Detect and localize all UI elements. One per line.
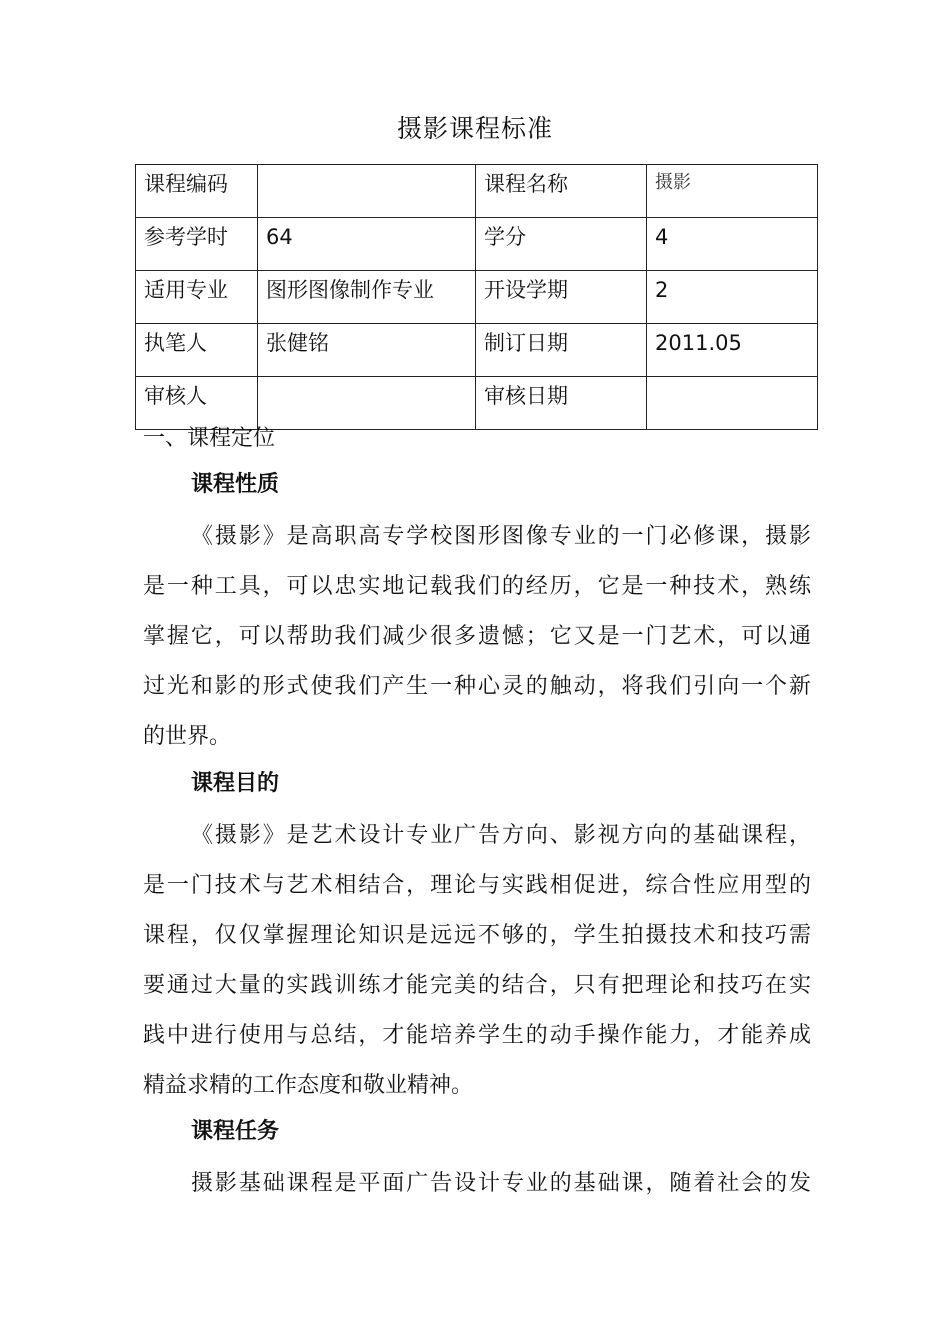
paragraph-line: 《摄影》是高职高专学校图形图像专业的一门必修课，摄影 [191, 524, 811, 549]
paragraph-nature [143, 520, 811, 770]
table-cell-value: 张健铭 [258, 324, 476, 377]
document-title: 摄影课程标准 [396, 114, 553, 143]
paragraph-line: 过光和影的形式使我们产生一种心灵的触动，将我们引向一个新 [143, 674, 811, 699]
table-cell-label: 审核人 [136, 377, 258, 430]
table-row [136, 271, 818, 324]
table-cell-label: 学分 [476, 218, 647, 271]
paragraph-task [143, 1167, 811, 1217]
table-cell-value: 2 [647, 271, 818, 324]
course-info-table [135, 164, 818, 430]
paragraph-line: 践中进行使用与总结，才能培养学生的动手操作能力，才能养成 [143, 1023, 811, 1048]
paragraph-goal [143, 819, 811, 1119]
table-cell-value: 2011.05 [647, 324, 818, 377]
paragraph-line: 是一种工具，可以忠实地记载我们的经历，它是一种技术，熟练 [143, 574, 811, 599]
paragraph-line: 《摄影》是艺术设计专业广告方向、影视方向的基础课程， [191, 823, 811, 848]
subheading-nature: 课程性质 [191, 472, 280, 497]
paragraph-line: 精益求精的工作态度和敬业精神。 [143, 1073, 474, 1098]
paragraph-line: 是一门技术与艺术相结合，理论与实践相促进，综合性应用型的 [143, 873, 811, 898]
table-cell-label: 开设学期 [476, 271, 647, 324]
table-row [136, 377, 818, 430]
table-row [136, 324, 818, 377]
table-cell-label: 课程编码 [136, 165, 258, 218]
paragraph-line: 掌握它，可以帮助我们减少很多遗憾；它又是一门艺术，可以通 [143, 624, 811, 649]
table-cell-value [647, 377, 818, 430]
subheading-goal: 课程目的 [191, 771, 280, 796]
paragraph-line: 课程，仅仅掌握理论知识是远远不够的，学生拍摄技术和技巧需 [143, 923, 811, 948]
paragraph-line: 摄影基础课程是平面广告设计专业的基础课，随着社会的发 [191, 1171, 811, 1196]
paragraph-line: 要通过大量的实践训练才能完美的结合，只有把理论和技巧在实 [143, 973, 811, 998]
table-row [136, 218, 818, 271]
paragraph-line: 的世界。 [143, 724, 232, 749]
table-cell-value: 4 [647, 218, 818, 271]
table-cell-value [258, 165, 476, 218]
table-cell-value [258, 377, 476, 430]
table-cell-value: 图形图像制作专业 [258, 271, 476, 324]
section-heading: 一、课程定位 [143, 426, 276, 451]
table-cell-value: 64 [258, 218, 476, 271]
table-cell-label: 参考学时 [136, 218, 258, 271]
table-cell-label: 制订日期 [476, 324, 647, 377]
subheading-task: 课程任务 [191, 1119, 280, 1144]
table-row [136, 165, 818, 218]
table-cell-label: 课程名称 [476, 165, 647, 218]
table-cell-label: 审核日期 [476, 377, 647, 430]
table-cell-label: 适用专业 [136, 271, 258, 324]
table-cell-label: 执笔人 [136, 324, 258, 377]
table-cell-value: 摄影 [647, 165, 818, 218]
